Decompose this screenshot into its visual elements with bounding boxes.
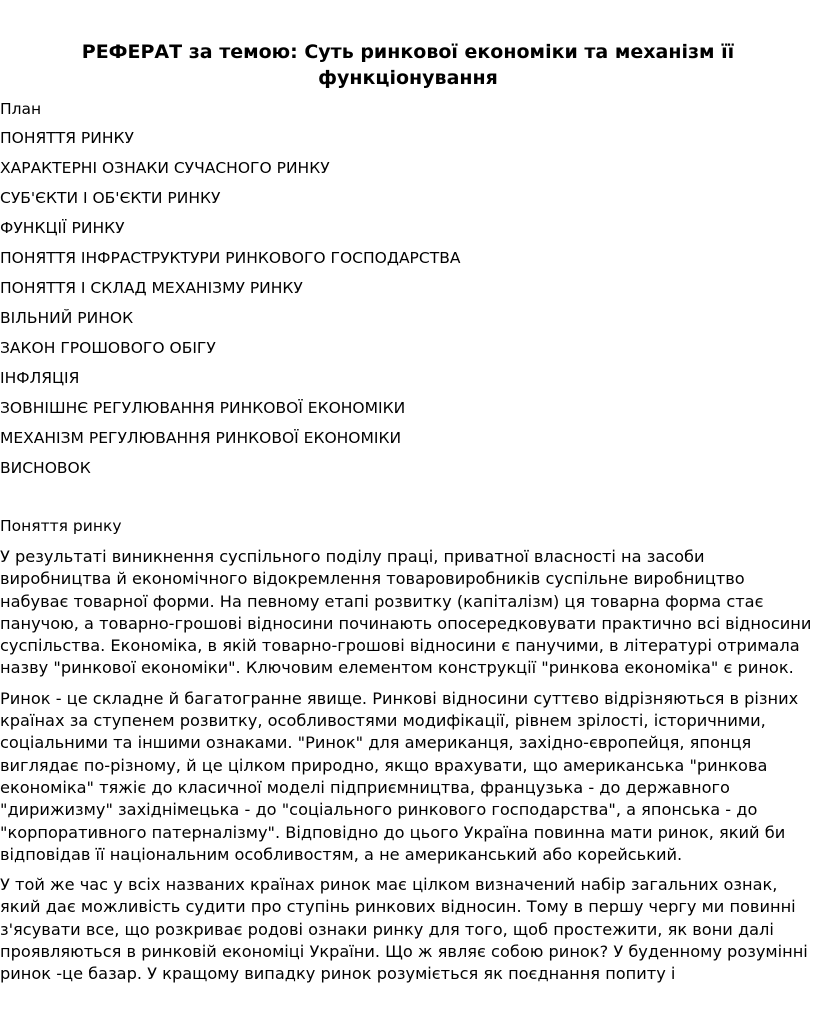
plan-item: ХАРАКТЕРНІ ОЗНАКИ СУЧАСНОГО РИНКУ [0,159,330,177]
plan-item: ЗАКОН ГРОШОВОГО ОБІГУ [0,339,216,357]
paragraph: У той же час у всіх названих країнах ринок має цілком визначений набір загальних ознак, який дає можливість судити про ступінь ринкових відносин. Тому в першу чергу ми повинні з'ясувати все, що розкриває родові ознаки ринку для того, щоб простежити, як вони далі проявляються в ринковій економіці України. Що ж являє собою ринок? У буденному розумінні ринок -це базар. У кращому випадку ринок розуміється як поєднання попиту і [0,875,808,984]
plan-item: МЕХАНІЗМ РЕГУЛЮВАННЯ РИНКОВОЇ ЕКОНОМІКИ [0,429,402,447]
plan-item: ВІЛЬНИЙ РИНОК [0,309,134,327]
document-title: РЕФЕРАТ за темою: Суть ринкової економіки та механізм її функціонування [81,41,735,89]
body-text [0,546,813,994]
plan-item: ЗОВНІШНЄ РЕГУЛЮВАННЯ РИНКОВОЇ ЕКОНОМІКИ [0,399,406,417]
paragraph: Ринок - це складне й багатогранне явище. Ринкові відносини суттєво відрізняються в різних країнах за ступенем розвитку, особливостями модифікації, рівнем зрілості, історичними, соціальними та іншими ознаками. "Ринок" для американця, західно-європейця, японця виглядає по-різному, й це цілком природно, якщо врахувати, що американська "ринкова економіка" тяжіє до класичної моделі підприємництва, французька - до державного "дирижизму" західнімецька - до "соціального ринкового господарства", а японська - до "корпоративного патерналізму". Відповідно до цього Україна повинна мати ринок, який би відповідав її національним особливостям, а не американський або корейський. [0,688,799,864]
section-heading: Поняття ринку [0,517,122,535]
plan-item: ФУНКЦІЇ РИНКУ [0,219,125,237]
plan-item: ПОНЯТТЯ РИНКУ [0,129,134,147]
plan-list [0,128,460,488]
paragraph: У результаті виникнення суспільного поділу праці, приватної власності на засоби виробництва й економічного відокремлення товаровиробників суспільне виробництво набуває товарної форми. На певному етапі розвитку (капіталізм) ця товарна форма стає панучою, а товарно-грошові відносини починають опосередковувати практично всі відносини суспільства. Економіка, в якій товарно-грошові відносини є панучими, в літературі отримала назву "ринкової економіки". Ключовим елементом конструкції "ринкова економіка" є ринок. [0,547,812,678]
plan-label: План [0,100,42,118]
plan-item: ПОНЯТТЯ ІНФРАСТРУКТУРИ РИНКОВОГО ГОСПОДАРСТВА [0,249,461,267]
plan-item: СУБ'ЄКТИ І ОБ'ЄКТИ РИНКУ [0,189,221,207]
plan-item: ІНФЛЯЦІЯ [0,369,80,387]
plan-item: ПОНЯТТЯ І СКЛАД МЕХАНІЗМУ РИНКУ [0,279,303,297]
plan-item: ВИСНОВОК [0,459,91,477]
